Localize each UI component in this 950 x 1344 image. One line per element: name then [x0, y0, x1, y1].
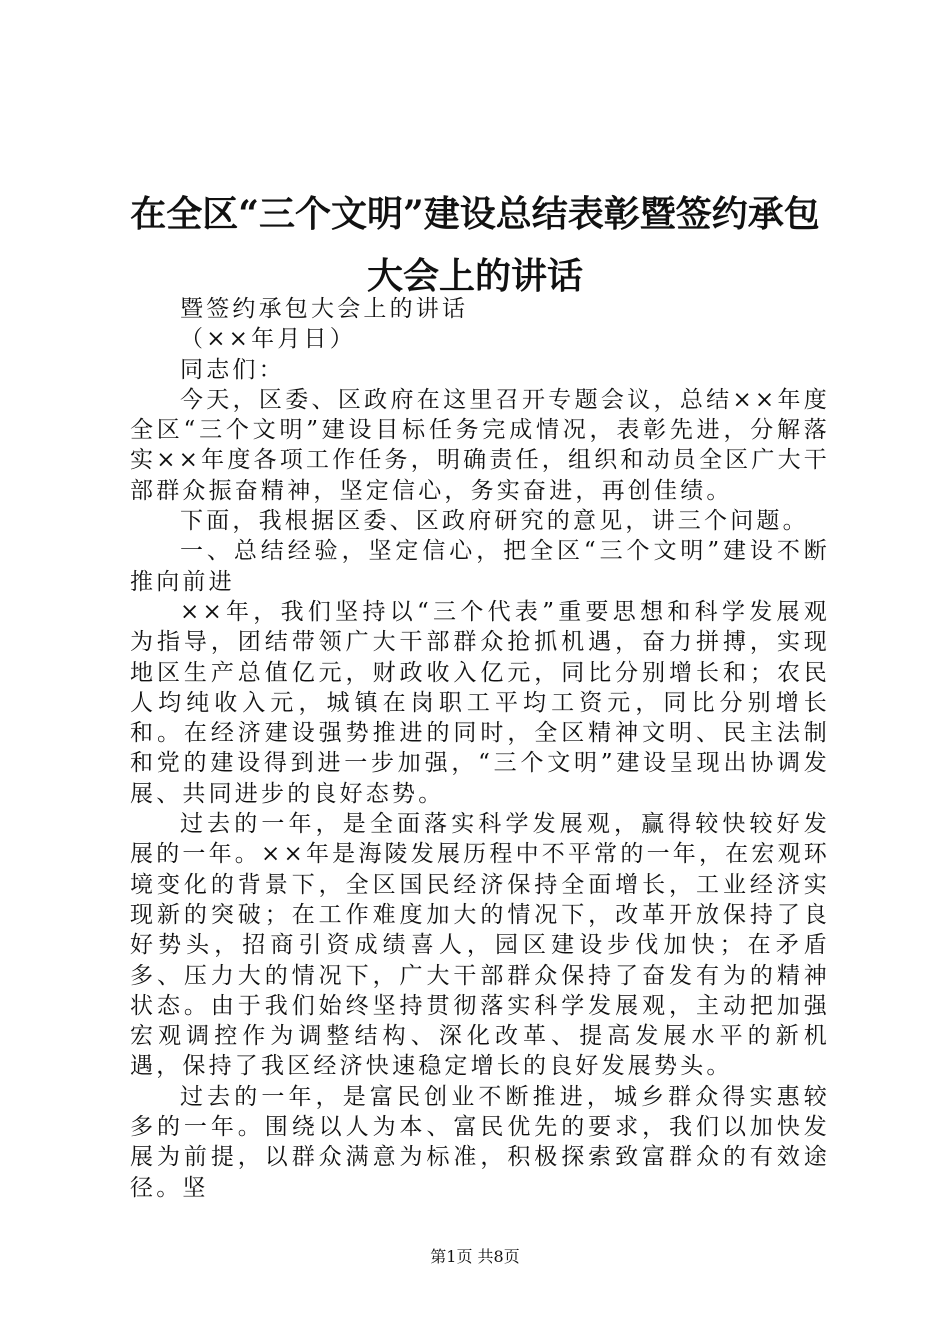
salutation-paragraph: 同志们：	[180, 356, 285, 383]
body-paragraph: 今天，区委、区政府在这里召开专题会议，总结××年度全区“三个文明”建设目标任务完成情况，表彰先进，分解落实××年度各项工作任务，明确责任，组织和动员全区广大干部群众振奋精神，坚定信心，务实奋进，再创佳绩。	[130, 386, 830, 504]
body-paragraph: 下面，我根据区委、区政府研究的意见，讲三个问题。	[180, 508, 809, 535]
section-heading: 一、总结经验，坚定信心，把全区“三个文明”建设不断推向前进	[130, 538, 830, 595]
subtitle-paragraph: 暨签约承包大会上的讲话	[180, 296, 469, 322]
body-paragraph: 过去的一年，是全面落实科学发展观，赢得较快较好发展的一年。××年是海陵发展历程中不平常的一年，在宏观环境变化的背景下，全区国民经济保持全面增长，工业经济实现新的突破；在工作难度加大的情况下，改革开放保持了良好势头，招商引资成绩喜人，园区建设步伐加快；在矛盾多、压力大的情况下，广大干部群众保持了奋发有为的精神状态。由于我们始终坚持贯彻落实科学发展观，主动把加强宏观调控作为调整结构、深化改革、提高发展水平的新机遇，保持了我区经济快速稳定增长的良好发展势头。	[130, 811, 830, 1080]
page-footer: 第1页 共8页	[430, 1247, 520, 1266]
document-title-line-1: 在全区“三个文明”建设总结表彰暨签约承包	[130, 193, 820, 235]
body-paragraph: 过去的一年，是富民创业不断推进，城乡群众得实惠较多的一年。围绕以人为本、富民优先的要求，我们以加快发展为前提，以群众满意为标准，积极探索致富群众的有效途径。坚	[130, 1083, 830, 1201]
body-paragraph: ××年，我们坚持以“三个代表”重要思想和科学发展观为指导，团结带领广大干部群众抢抓机遇，奋力拼搏，实现地区生产总值亿元，财政收入亿元，同比分别增长和；农民人均纯收入元，城镇在岗职工平均工资元，同比分别增长和。在经济建设强势推进的同时，全区精神文明、民主法制和党的建设得到进一步加强，“三个文明”建设呈现出协调发展、共同进步的良好态势。	[130, 598, 830, 807]
document-title-line-2: 大会上的讲话	[366, 255, 583, 297]
date-paragraph: （××年月日）	[180, 326, 356, 353]
document-body	[130, 294, 830, 1203]
